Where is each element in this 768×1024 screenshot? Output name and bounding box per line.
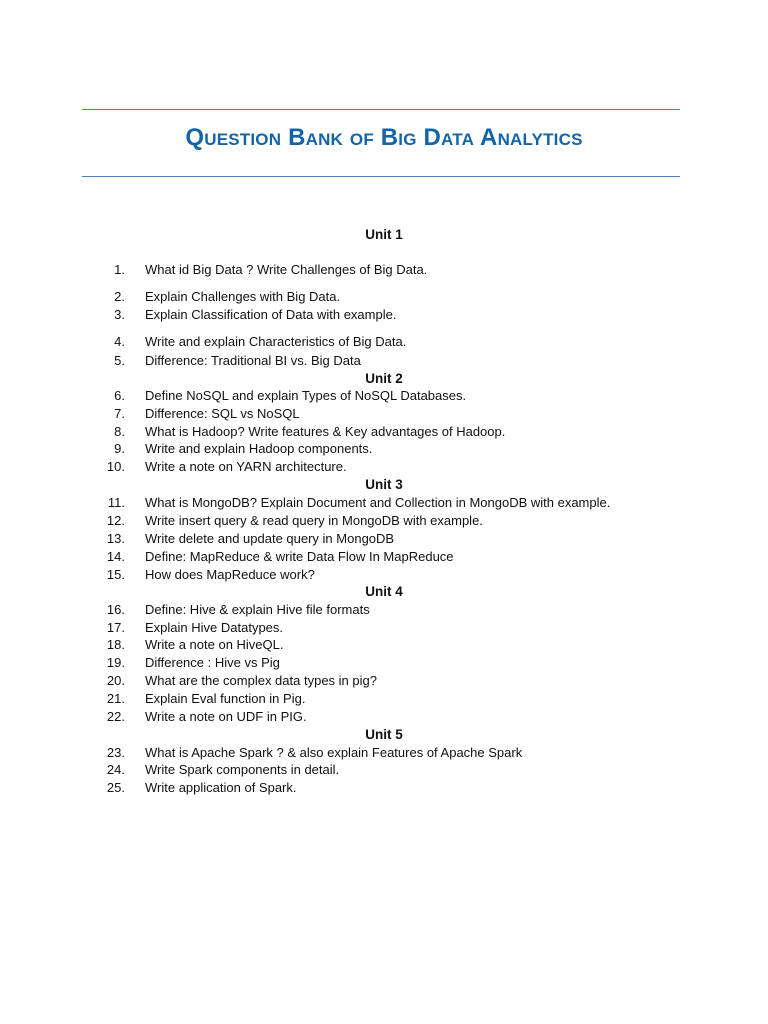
question-text: Explain Eval function in Pig.	[145, 691, 306, 706]
question-text: Write and explain Hadoop components.	[145, 441, 373, 456]
question-number: 19.	[106, 655, 125, 670]
question-text: How does MapReduce work?	[145, 567, 315, 582]
question-item	[0, 495, 768, 513]
question-item	[0, 745, 768, 763]
question-number: 10.	[106, 459, 125, 474]
question-text: Write Spark components in detail.	[145, 762, 340, 777]
page-title: Question Bank of Big Data Analytics	[185, 124, 583, 151]
question-text: What is Apache Spark ? & also explain Features of Apache Spark	[145, 745, 523, 760]
unit-2-heading: Unit 2	[365, 371, 403, 386]
question-item	[0, 602, 768, 620]
question-text: Write a note on YARN architecture.	[145, 459, 347, 474]
question-text: Write insert query & read query in MongoDB with example.	[145, 513, 483, 528]
question-item	[0, 441, 768, 459]
question-number: 6.	[114, 388, 125, 403]
question-item	[0, 262, 768, 280]
question-text: What is MongoDB? Explain Document and Collection in MongoDB with example.	[145, 495, 611, 510]
question-number: 15.	[106, 567, 125, 582]
question-number: 14.	[106, 549, 125, 564]
question-number: 1.	[114, 262, 125, 277]
question-item	[0, 637, 768, 655]
question-item	[0, 513, 768, 531]
question-number: 23.	[106, 745, 125, 760]
question-number: 21.	[106, 691, 125, 706]
question-number: 3.	[114, 307, 125, 322]
question-item	[0, 762, 768, 780]
question-text: What is Hadoop? Write features & Key advantages of Hadoop.	[145, 424, 506, 439]
title-rule-top	[82, 109, 680, 110]
question-number: 7.	[114, 406, 125, 421]
unit-5-heading: Unit 5	[365, 727, 403, 742]
question-number: 22.	[106, 709, 125, 724]
question-text: Write a note on HiveQL.	[145, 637, 284, 652]
question-item	[0, 620, 768, 638]
question-number: 24.	[106, 762, 125, 777]
question-item	[0, 307, 768, 325]
unit-1-heading: Unit 1	[365, 227, 403, 242]
question-number: 16.	[106, 602, 125, 617]
question-number: 25.	[106, 780, 125, 795]
unit-4-heading: Unit 4	[365, 584, 403, 599]
question-number: 4.	[114, 334, 125, 349]
question-item	[0, 459, 768, 477]
title-rule-bottom	[82, 176, 680, 177]
question-number: 2.	[114, 289, 125, 304]
question-number: 20.	[106, 673, 125, 688]
question-text: What are the complex data types in pig?	[145, 673, 377, 688]
question-number: 17.	[106, 620, 125, 635]
question-item	[0, 531, 768, 549]
question-item	[0, 567, 768, 585]
question-number: 5.	[114, 353, 125, 368]
question-text: Write application of Spark.	[145, 780, 297, 795]
question-text: Explain Challenges with Big Data.	[145, 289, 341, 304]
question-text: Write and explain Characteristics of Big Data.	[145, 334, 407, 349]
question-item	[0, 424, 768, 442]
question-text: Explain Classification of Data with example.	[145, 307, 397, 322]
question-text: Explain Hive Datatypes.	[145, 620, 284, 635]
question-item	[0, 709, 768, 727]
question-item	[0, 673, 768, 691]
question-item	[0, 655, 768, 673]
question-item	[0, 289, 768, 307]
question-item	[0, 388, 768, 406]
question-number: 9.	[114, 441, 125, 456]
question-text: Write a note on UDF in PIG.	[145, 709, 307, 724]
question-text: Define: Hive & explain Hive file formats	[145, 602, 370, 617]
question-text: Define: MapReduce & write Data Flow In MapReduce	[145, 549, 454, 564]
question-text: Difference: SQL vs NoSQL	[145, 406, 300, 421]
question-item	[0, 549, 768, 567]
question-number: 8.	[114, 424, 125, 439]
question-number: 18.	[106, 637, 125, 652]
question-text: Difference: Traditional BI vs. Big Data	[145, 353, 361, 368]
question-item	[0, 691, 768, 709]
question-text: Write delete and update query in MongoDB	[145, 531, 395, 546]
question-text: What id Big Data ? Write Challenges of Big Data.	[145, 262, 428, 277]
question-number: 13.	[106, 531, 125, 546]
question-item	[0, 353, 768, 371]
question-text: Define NoSQL and explain Types of NoSQL Databases.	[145, 388, 467, 403]
question-item	[0, 334, 768, 352]
unit-3-heading: Unit 3	[365, 477, 403, 492]
question-item	[0, 780, 768, 798]
question-number: 12.	[106, 513, 125, 528]
question-text: Difference : Hive vs Pig	[145, 655, 280, 670]
question-item	[0, 406, 768, 424]
question-number: 11.	[107, 495, 125, 510]
